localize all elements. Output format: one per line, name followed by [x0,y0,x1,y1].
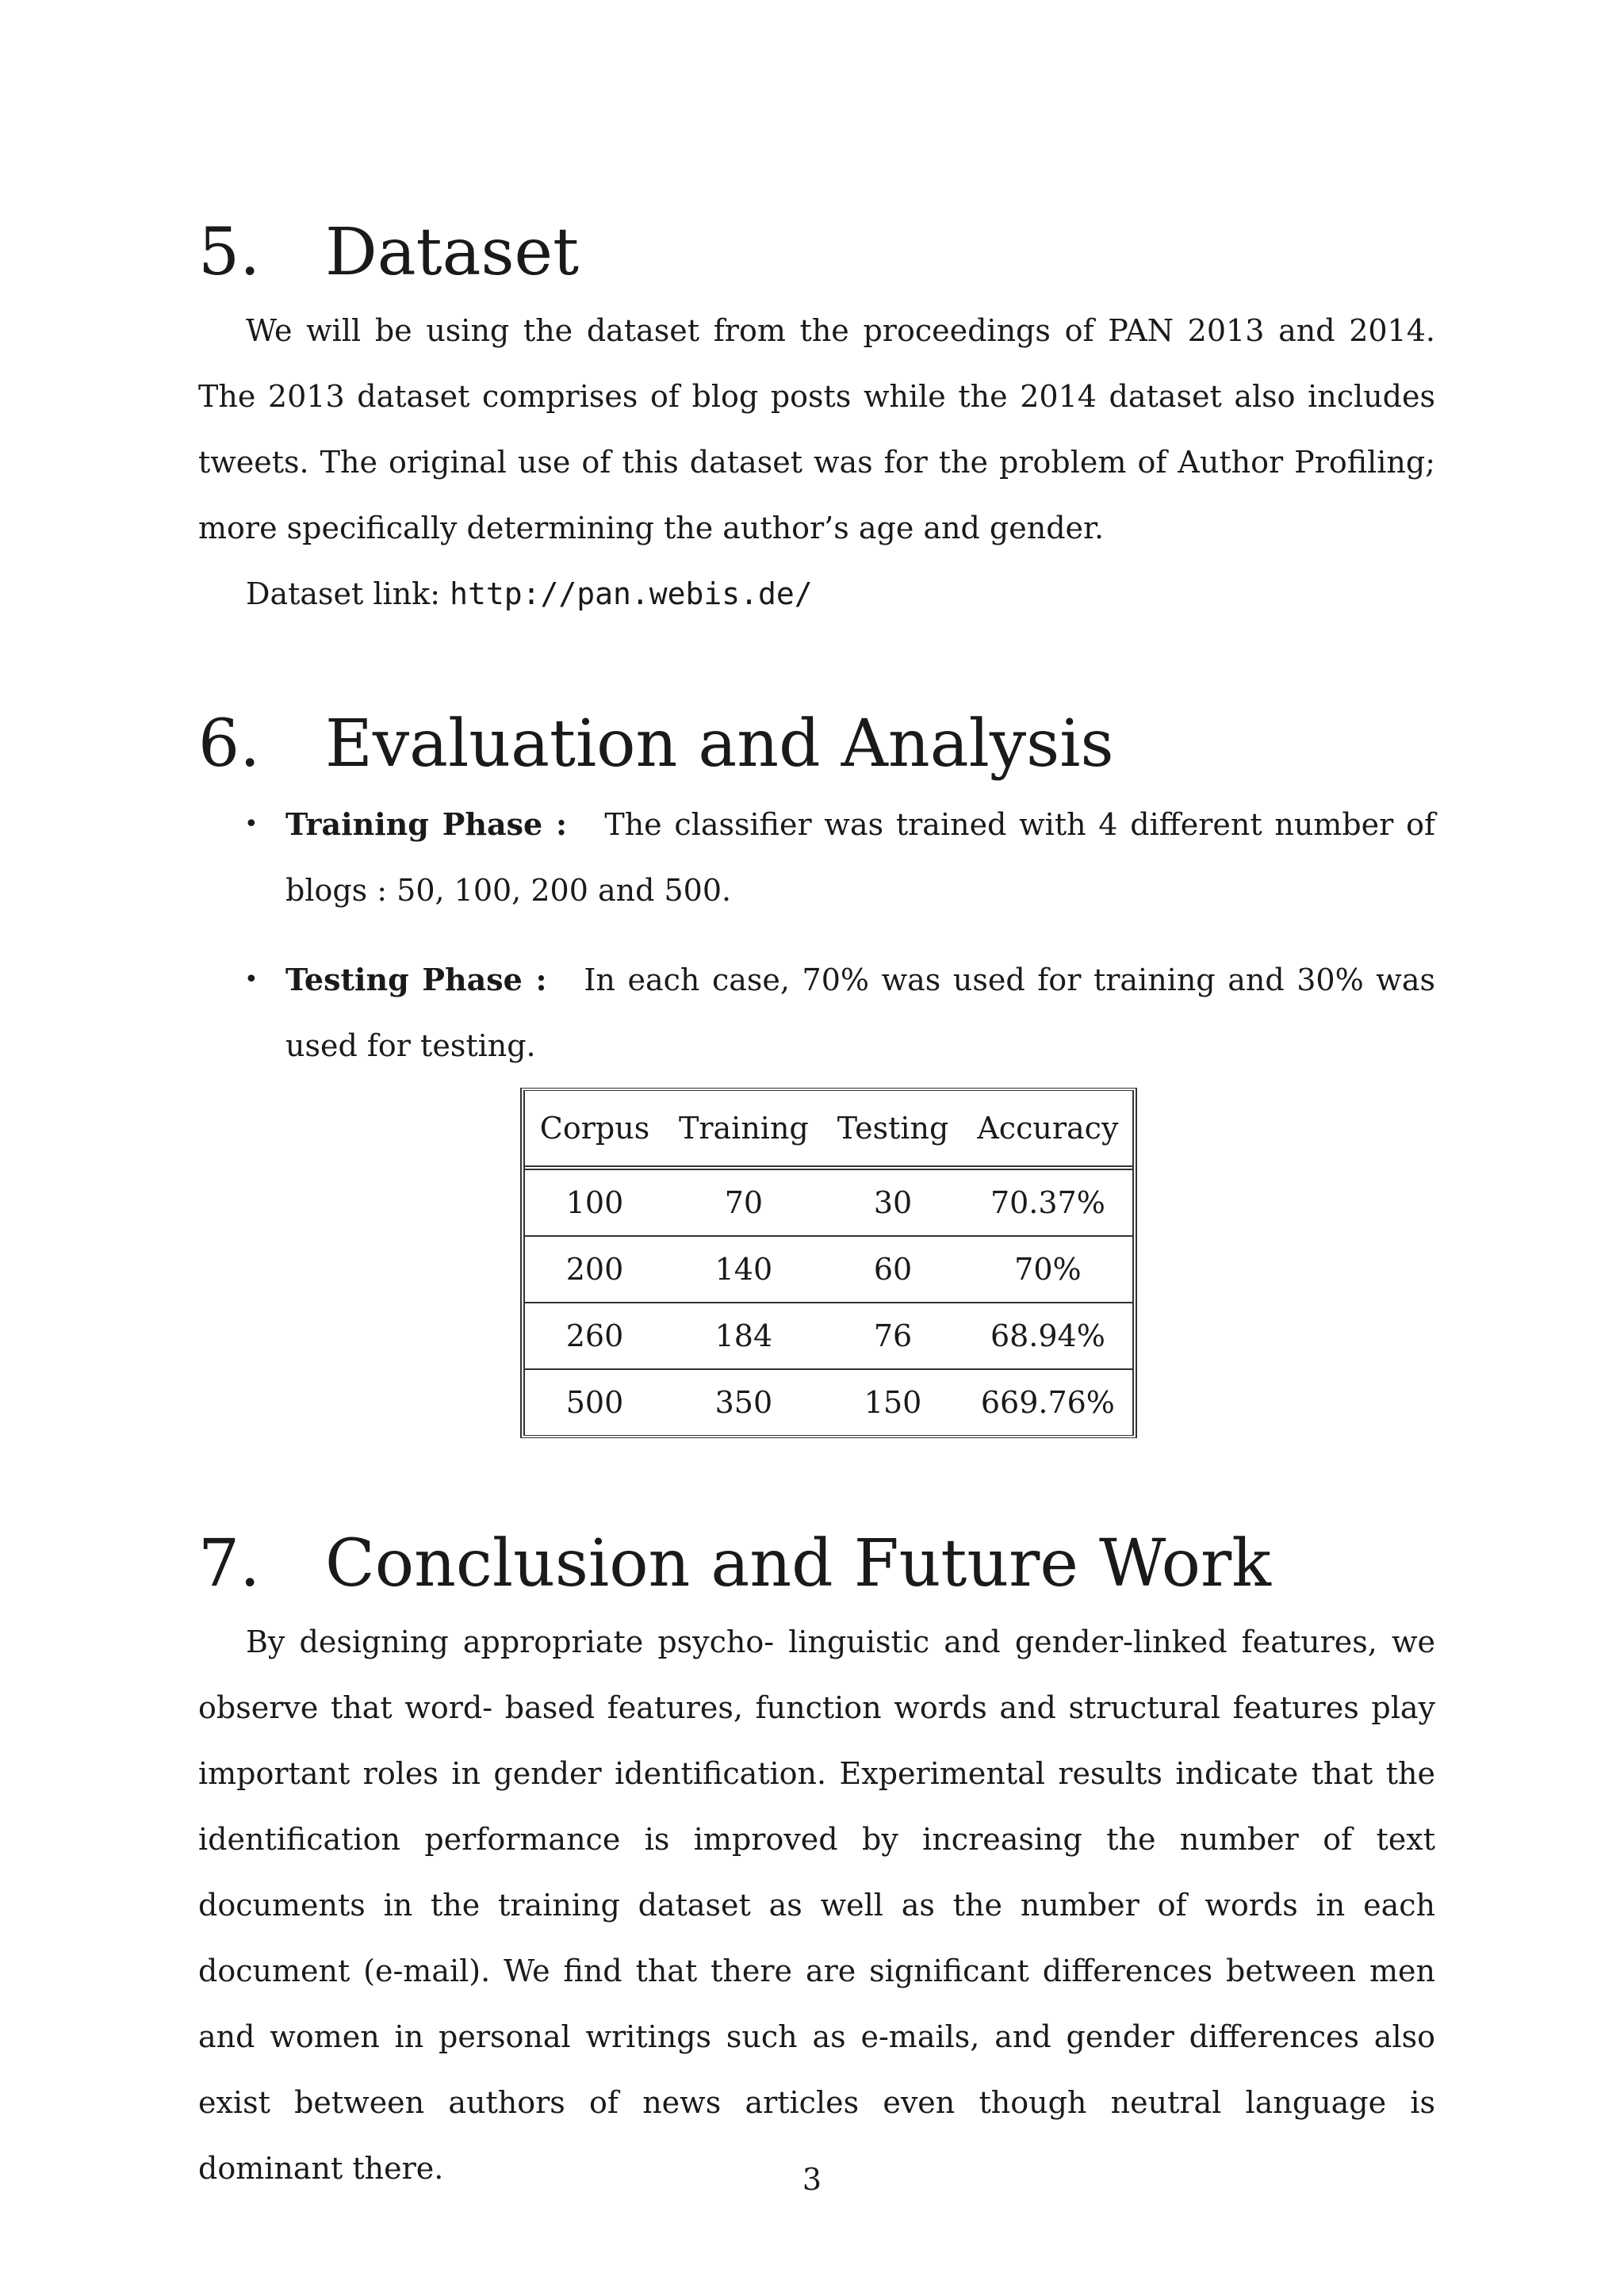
dataset-link-label: Dataset link: [246,576,440,611]
table-cell: 500 [565,1385,624,1420]
section-heading-evaluation [198,706,1114,782]
table-cell: 68.94% [963,1303,1132,1370]
table-cell: 70 [665,1170,823,1237]
section-title: Conclusion and Future Work [325,1526,1271,1601]
section-number: 5. [198,215,261,290]
table-row [525,1237,1132,1303]
dataset-link[interactable]: http://pan.webis.de/ [450,576,813,611]
results-table [520,1088,1137,1438]
table-header-cell: Corpus [525,1091,665,1170]
bullet-dot-icon: • [244,810,259,838]
bullet-content [285,791,1435,924]
table-cell: 200 [525,1237,665,1303]
bullet-text: In each case, 70% was used for training and 30% was used for testing. [285,962,1435,1063]
table-cell: 70% [963,1237,1132,1303]
table-header-row [525,1091,1132,1170]
table-cell: 150 [864,1385,922,1420]
bullet-text: The classifier was trained with 4 different number of blogs : 50, 100, 200 and 500. [285,807,1436,908]
section-title: Evaluation and Analysis [325,706,1114,782]
table-header-cell: Accuracy [963,1091,1132,1170]
section-title: Dataset [325,215,580,290]
section-number: 6. [198,706,261,782]
table-cell: 140 [665,1237,823,1303]
table-row [525,1370,1132,1435]
table-row [525,1303,1132,1370]
bullet-label: Training Phase : [285,806,568,842]
table-cell: 260 [525,1303,665,1370]
bullet-dot-icon: • [244,966,259,993]
section-number: 7. [198,1526,261,1601]
conclusion-paragraph: By designing appropriate psycho- linguistic and gender-linked features, we observe that word- based features, function words and structural features play important roles in gender identification. Experimental results indicate that the identification performance is improved by increasing the number of text documents in the training dataset as well as the number of words in each document (e-mail). We find that there are significant differences between men and women in personal writings such as e-mails, and gender differences also exist between authors of news articles even though neutral language is dominant there. [198,1624,1435,2186]
table-cell: 70.37% [963,1170,1132,1237]
section-heading-conclusion [198,1526,1271,1601]
table-cell: 60 [823,1237,963,1303]
table-header-cell: Training [665,1091,823,1170]
table-header-cell: Testing [823,1091,963,1170]
section-heading-dataset [198,215,580,290]
page-number: 3 [802,2162,822,2197]
bullet-content [285,947,1435,1079]
table-cell: 669.76% [980,1385,1115,1420]
table-cell: 30 [823,1170,963,1237]
table-cell: 350 [714,1385,773,1420]
bullet-testing-phase [246,947,1435,1079]
table-cell: 76 [823,1303,963,1370]
dataset-paragraph: We will be using the dataset from the proceedings of PAN 2013 and 2014. The 2013 dataset comprises of blog posts while the 2014 dataset also includes tweets. The original use of this dataset was for the problem of Author Profiling; more specifically determining the author’s age and gender. [198,313,1435,545]
bullet-training-phase [246,791,1435,924]
bullet-label: Testing Phase : [285,962,547,997]
table-cell: 100 [525,1170,665,1237]
dataset-link-line [198,561,1435,627]
table-row [525,1170,1132,1237]
table-cell: 184 [665,1303,823,1370]
